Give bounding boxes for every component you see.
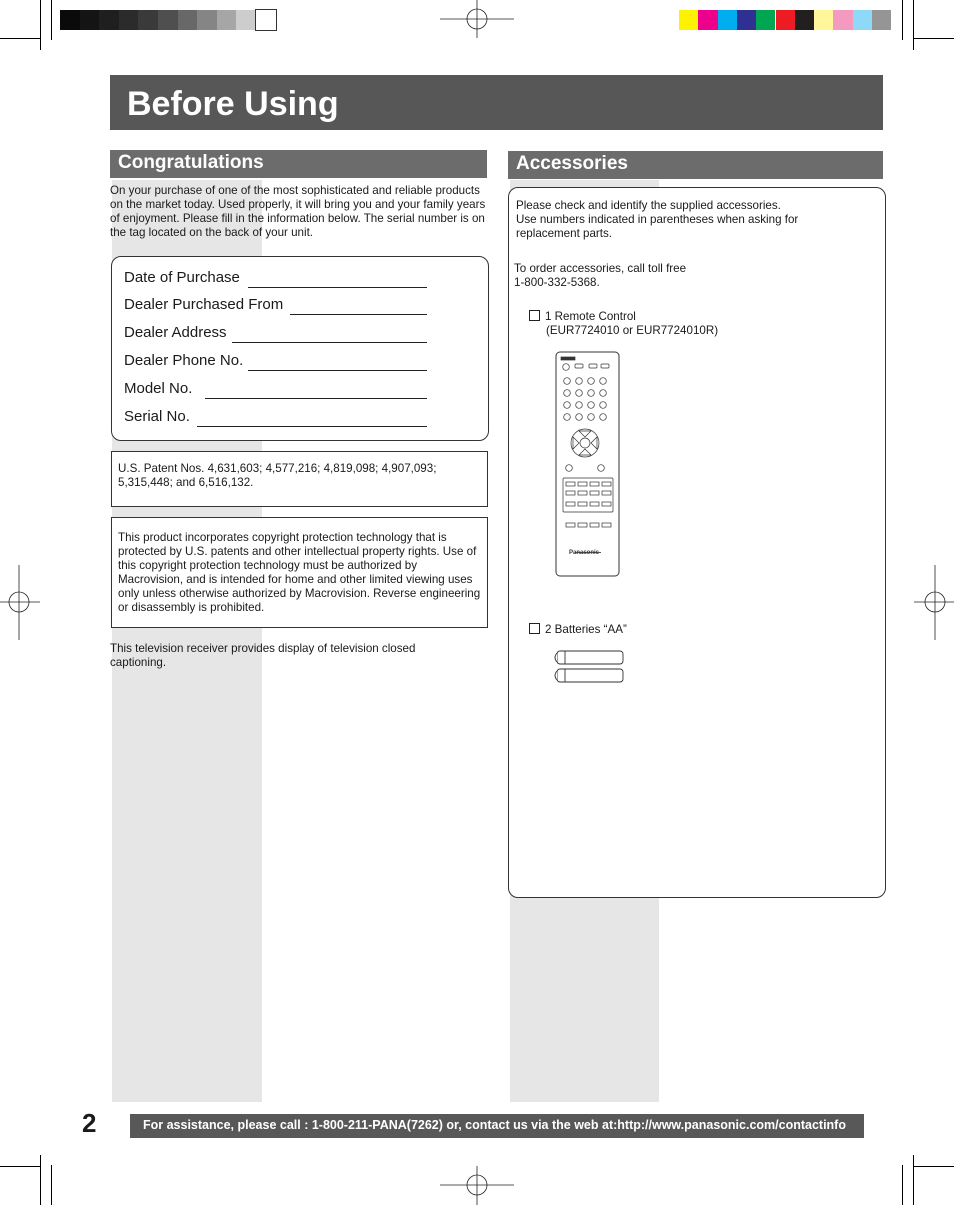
assistance-text: For assistance, please call : 1-800-211-PANA(7262) or, contact us via the web at:http://www.panasonic.com/contactinfo [143,1118,846,1132]
batteries-illustration [553,649,625,687]
grayscale-swatch [80,10,100,30]
grayscale-swatch [217,10,237,30]
color-swatch [718,10,737,30]
color-swatch [737,10,756,30]
color-swatch [795,10,814,30]
page-title: Before Using [127,85,339,123]
remote-brand-logo: Panasonic [569,550,600,556]
dealer-address-line[interactable] [232,342,427,343]
date-of-purchase-line[interactable] [248,287,427,288]
accessories-heading: Accessories [516,153,628,174]
accessories-header [508,151,883,179]
color-swatch [833,10,852,30]
color-swatch [756,10,775,30]
grayscale-swatch [178,10,198,30]
model-number-label: Model No. [124,380,193,397]
grayscale-swatch [119,10,139,30]
color-swatch [698,10,717,30]
dealer-address-label: Dealer Address [124,324,227,341]
date-of-purchase-label: Date of Purchase [124,269,240,286]
accessories-intro-line1: Please check and identify the supplied accessories. [516,199,781,212]
grayscale-swatch [256,10,276,30]
assistance-bar [130,1114,864,1138]
patent-box [111,451,488,507]
serial-number-line[interactable] [197,426,427,427]
model-number-line[interactable] [205,398,427,399]
color-swatch [872,10,891,30]
page-number: 2 [82,1108,97,1138]
dealer-phone-line[interactable] [248,370,427,371]
grayscale-swatch [158,10,178,30]
patent-text: U.S. Patent Nos. 4,631,603; 4,577,216; 4,819,098; 4,907,093; 5,315,448; and 6,516,132. [118,462,437,489]
batteries-item [529,623,627,637]
congratulations-header [110,150,487,178]
grayscale-swatch [138,10,158,30]
congratulations-heading: Congratulations [118,152,264,173]
congratulations-intro: On your purchase of one of the most sophisticated and reliable products on the market today. Used properly, it will bring you and your family years of enjoyment. Please fill in the information below. The serial number is on the tag located on the back of your unit. [110,184,486,239]
page-title-bar [110,75,883,130]
remote-control-illustration [555,351,621,579]
copyright-text: This product incorporates copyright protection technology that is protected by U.S. patents and other intellectual property rights. Use of this copyright protection technology must be authorized by Macrovision, and is intended for home and other limited viewing uses only unless otherwise authorized by Macrovision. Reverse engineering or disassembly is prohibited. [118,531,481,614]
dealer-purchased-from-line[interactable] [290,314,427,315]
batteries-label: 2 Batteries “AA” [545,623,627,636]
order-line1: To order accessories, call toll free [514,262,687,275]
captioning-text: This television receiver provides display of television closed captioning. [110,642,416,669]
remote-control-item [529,310,636,324]
remote-control-checkbox[interactable] [529,310,540,321]
remote-control-label: 1 Remote Control [545,310,636,323]
dealer-phone-label: Dealer Phone No. [124,352,244,369]
grayscale-swatch [99,10,119,30]
color-swatch [679,10,698,30]
grayscale-swatch [60,10,80,30]
grayscale-swatch [197,10,217,30]
grayscale-swatch [236,10,256,30]
accessories-box [508,187,886,898]
remote-control-part-numbers: (EUR7724010 or EUR7724010R) [546,324,719,337]
batteries-checkbox[interactable] [529,623,540,634]
color-swatch [853,10,872,30]
color-swatch [776,10,795,30]
registration-form [111,256,489,441]
copyright-box [111,517,488,628]
order-phone: 1-800-332-5368. [514,276,600,289]
color-swatch [814,10,833,30]
serial-number-label: Serial No. [124,408,190,425]
accessories-intro-line2: Use numbers indicated in parentheses when asking for replacement parts. [516,213,799,240]
dealer-purchased-from-label: Dealer Purchased From [124,296,284,313]
